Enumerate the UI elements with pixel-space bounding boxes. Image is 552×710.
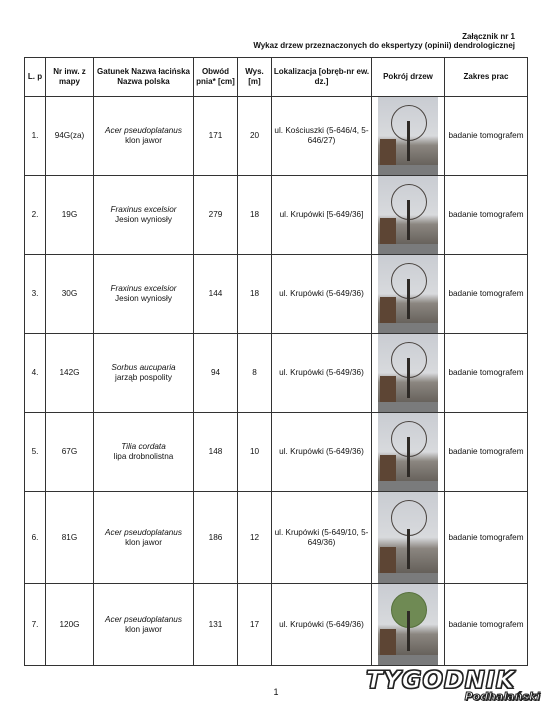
column-header-height: Wys. [m]	[238, 58, 272, 97]
row-species	[94, 413, 194, 492]
row-lp: 4.	[25, 334, 46, 413]
row-location: ul. Krupówki (5-649/36)	[272, 255, 372, 334]
column-header-work: Zakres prac	[445, 58, 528, 97]
table-row	[25, 492, 528, 584]
species-latin: Sorbus aucuparia	[111, 363, 176, 372]
row-photo	[372, 176, 445, 255]
tree-photo	[378, 176, 438, 254]
tree-photo	[378, 492, 438, 583]
table-row	[25, 413, 528, 492]
row-work: badanie tomografem	[445, 492, 528, 584]
row-photo	[372, 492, 445, 584]
row-girth: 94	[194, 334, 238, 413]
table-row	[25, 255, 528, 334]
row-species	[94, 97, 194, 176]
row-girth: 171	[194, 97, 238, 176]
table-row	[25, 176, 528, 255]
row-work: badanie tomografem	[445, 334, 528, 413]
document-title: Wykaz drzew przeznaczonych do ekspertyzy (opinii) dendrologicznej	[253, 41, 515, 50]
species-latin: Tilia cordata	[121, 442, 166, 451]
row-lp: 6.	[25, 492, 46, 584]
row-height: 17	[238, 584, 272, 666]
row-height: 10	[238, 413, 272, 492]
species-polish: Jesion wyniosły	[115, 294, 172, 303]
row-lp: 2.	[25, 176, 46, 255]
row-species	[94, 176, 194, 255]
row-inventory: 81G	[46, 492, 94, 584]
row-work: badanie tomografem	[445, 413, 528, 492]
row-lp: 5.	[25, 413, 46, 492]
row-work: badanie tomografem	[445, 97, 528, 176]
row-location: ul. Krupówki (5-649/36)	[272, 413, 372, 492]
row-girth: 131	[194, 584, 238, 666]
species-polish: klon jawor	[125, 624, 162, 634]
watermark-line1: TYGODNIK	[366, 666, 516, 694]
row-location: ul. Krupówki (5-649/36)	[272, 334, 372, 413]
tree-list-table	[24, 57, 528, 666]
row-height: 18	[238, 176, 272, 255]
column-header-inventory: Nr inw. z mapy	[46, 58, 94, 97]
table-row	[25, 584, 528, 666]
row-work: badanie tomografem	[445, 176, 528, 255]
column-header-girth: Obwód pnia* [cm]	[194, 58, 238, 97]
watermark-logo	[366, 666, 546, 706]
species-latin: Acer pseudoplatanus	[105, 126, 182, 135]
row-inventory: 67G	[46, 413, 94, 492]
row-inventory: 94G(za)	[46, 97, 94, 176]
tree-photo	[378, 413, 438, 491]
row-lp: 7.	[25, 584, 46, 666]
row-photo	[372, 413, 445, 492]
page-number: 1	[273, 687, 279, 697]
row-girth: 144	[194, 255, 238, 334]
table-row	[25, 334, 528, 413]
row-species	[94, 255, 194, 334]
tree-photo	[378, 255, 438, 333]
column-header-photo: Pokrój drzew	[372, 58, 445, 97]
row-girth: 279	[194, 176, 238, 255]
row-height: 8	[238, 334, 272, 413]
row-location: ul. Krupówki [5-649/36]	[272, 176, 372, 255]
row-inventory: 30G	[46, 255, 94, 334]
row-photo	[372, 255, 445, 334]
row-photo	[372, 334, 445, 413]
species-polish: lipa drobnolistna	[113, 452, 174, 461]
row-height: 18	[238, 255, 272, 334]
row-height: 20	[238, 97, 272, 176]
row-photo	[372, 584, 445, 666]
row-work: badanie tomografem	[445, 584, 528, 666]
species-polish: Jesion wyniosły	[115, 215, 172, 224]
row-location: ul. Krupówki (5-649/10, 5-649/36)	[272, 492, 372, 584]
table-header-row	[25, 58, 528, 97]
column-header-lp: L. p	[25, 58, 46, 97]
row-location: ul. Kościuszki (5-646/4, 5-646/27)	[272, 97, 372, 176]
row-species	[94, 334, 194, 413]
row-girth: 148	[194, 413, 238, 492]
row-species	[94, 584, 194, 666]
species-polish: klon jawor	[125, 136, 162, 145]
row-inventory: 19G	[46, 176, 94, 255]
watermark-line2: Podhalański	[464, 690, 540, 703]
tree-photo	[378, 334, 438, 412]
tree-photo	[378, 584, 438, 665]
row-location: ul. Krupówki (5-649/36)	[272, 584, 372, 666]
row-girth: 186	[194, 492, 238, 584]
row-height: 12	[238, 492, 272, 584]
table-row	[25, 97, 528, 176]
species-latin: Fraxinus excelsior	[110, 284, 177, 293]
species-polish: klon jawor	[125, 537, 162, 547]
row-lp: 1.	[25, 97, 46, 176]
species-polish: jarząb pospolity	[115, 373, 172, 382]
row-inventory: 120G	[46, 584, 94, 666]
species-latin: Fraxinus excelsior	[110, 205, 177, 214]
species-latin: Acer pseudoplatanus	[105, 527, 182, 537]
column-header-species: Gatunek Nazwa łacińska Nazwa polska	[94, 58, 194, 97]
row-species	[94, 492, 194, 584]
column-header-location: Lokalizacja [obręb-nr ew. dz.]	[272, 58, 372, 97]
row-inventory: 142G	[46, 334, 94, 413]
tree-photo	[378, 97, 438, 175]
row-work: badanie tomografem	[445, 255, 528, 334]
attachment-label: Załącznik nr 1	[462, 32, 515, 41]
row-lp: 3.	[25, 255, 46, 334]
species-latin: Acer pseudoplatanus	[105, 614, 182, 624]
row-photo	[372, 97, 445, 176]
